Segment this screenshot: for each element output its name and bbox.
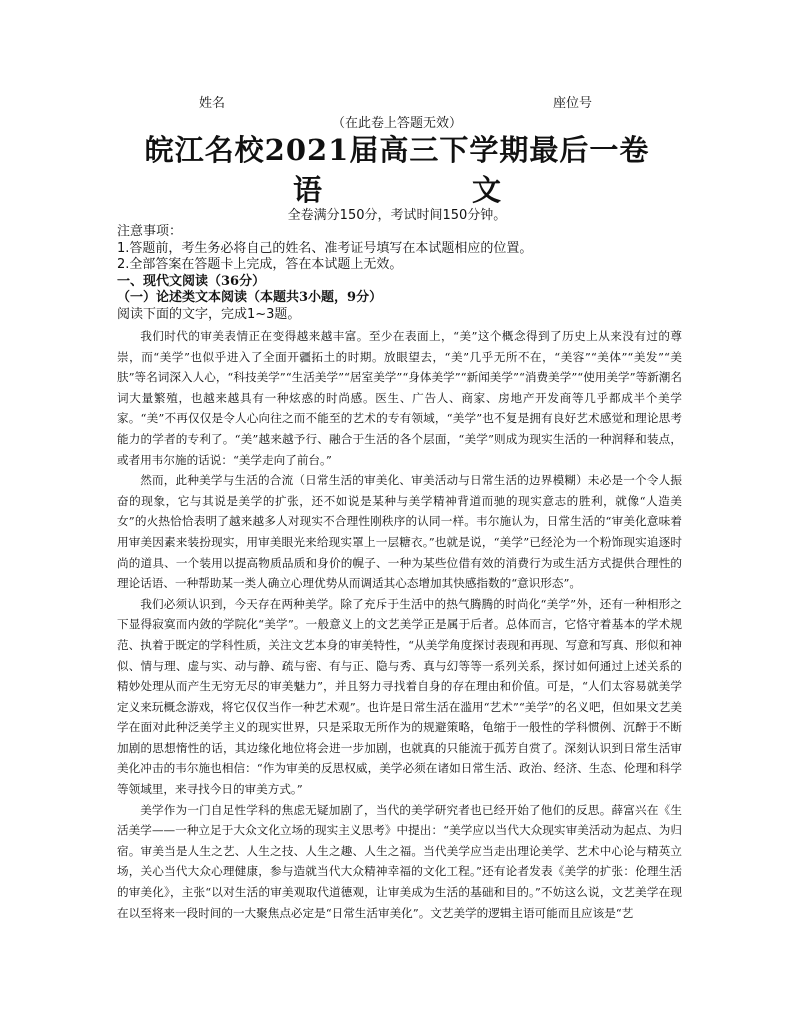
section-title: 一、现代文阅读（36分） xyxy=(117,273,266,289)
passage-paragraph-3: 我们必须认识到，今天存在两种美学。除了充斥于生活中的热气腾腾的时尚化“美学”外，还有一种相形之下显得寂寞而内敛的学院化“美学”。一般意义上的文艺美学正是属于后者。总体而言，它恪守着基本的学术规范、执着于既定的学科性质，关注文艺本身的审美特性，“从美学角度探讨表现和再现、写意和写真、形似和神似、情与理、虚与实、动与静、疏与密、有与正、隐与秀、真与幻等等一系列关系，探讨如何通过上述关系的精妙处理从而产生无穷无尽的审美魅力”，并且努力寻找着自身的存在理由和价值。可是，“人们太容易就美学定义来玩概念游戏，将它仅仅当作一种艺术观”。也许是日常生活在滥用“艺术”“美学”的名义吧，但如果文艺美学在面对此种泛美学主义的现实世界，只是采取无所作为的规避策略，龟缩于一般性的学科惯例、沉醉于不断加剧的思想惰性的话，其边缘化地位将会进一步加剧，也就真的只能流于孤芳自赏了。深刻认识到日常生活审美化冲击的韦尔施也相信：“作为审美的反思权威，美学必须在诸如日常生活、政治、经济、生态、伦理和科学等领域里，来寻找今日的审美方式。” xyxy=(117,596,682,797)
reading-instruction: 阅读下面的文字，完成1~3题。 xyxy=(117,306,301,322)
seat-label: 座位号 xyxy=(553,96,593,111)
reading-passage xyxy=(117,326,682,923)
passage-paragraph-4: 美学作为一门自足性学科的焦虑无疑加剧了，当代的美学研究者也已经开始了他们的反思。薛富兴在《生活美学——一种立足于大众文化立场的现实主义思考》中提出：“美学应以当代大众现实审美活动为起点、为归宿。审美当是人生之艺、人生之技、人生之趣、人生之福。当代美学应当走出理论美学、艺术中心论与精英立场，关心当代大众心理健康，参与造就当代大众精神幸福的文化工程。”还有论者发表《美学的扩张：伦理生活的审美化》，主张“以对生活的审美观取代道德观，让审美成为生活的基础和目的。”不妨这么说，文艺美学在现在以至将来一段时间的一大聚焦点必定是“日常生活审美化”。文艺美学的逻辑主语可能而且应该是“艺 xyxy=(117,802,682,920)
no-answer-notice: （在此卷上答题无效） xyxy=(331,116,462,131)
notes-heading: 注意事项： xyxy=(117,224,183,239)
instructions-block xyxy=(117,224,697,323)
notes-item-1: 1.答题前，考生务必将自己的姓名、准考证号填写在本试题相应的位置。 xyxy=(117,240,533,256)
notes-item-2: 2.全部答案在答题卡上完成，答在本试题上无效。 xyxy=(117,257,403,272)
subject-title xyxy=(0,168,794,209)
subject-char-1: 语 xyxy=(292,173,322,207)
subject-char-2: 文 xyxy=(472,173,502,207)
name-label: 姓名 xyxy=(199,96,226,111)
exam-title: 皖江名校2021届高三下学期最后一卷 xyxy=(144,133,650,167)
passage-paragraph-2: 然而，此种美学与生活的合流（日常生活的审美化、审美活动与日常生活的边界模糊）未必是一个令人振奋的现象，它与其说是美学的扩张，还不如说是某种与美学精神背道而驰的现实意志的胜利，就像“人造美女”的火热恰恰表明了越来越多人对现实不合理性刚秩序的认同一样。韦尔施认为，日常生活的“审美化意味着用审美因素来装扮现实，用审美眼光来给现实罩上一层糖衣。”也就是说，“美学”已经沦为一个粉饰现实追逐时尚的道具、一个装用以提高物质品质和身价的幌子、一种为某些位借有效的消费行为或生活方式提供合理性的理论话语、一种帮助某一类人确立心理优势从而调适其心态增加其快感指数的“意识形态”。 xyxy=(117,473,682,591)
score-time-line: 全卷满分150分，考试时间150分钟。 xyxy=(287,208,507,223)
subsection-title: （一）论述类文本阅读（本题共3小题，9分） xyxy=(117,290,383,305)
passage-paragraph-1: 我们时代的审美表情正在变得越来越丰富。至少在表面上，“美”这个概念得到了历史上从来没有过的尊崇，而“美学”也似乎进入了全面开疆拓土的时期。放眼望去，“美”几乎无所不在，“美容”“美体”“美发”“美肤”等名词深入人心，“科技美学”“生活美学”“居室美学”“身体美学”“新闻美学”“消费美学”“使用美学”等新潮名词大量繁殖，也越来越具有一种炫惑的时尚感。医生、广告人、商家、房地产开发商等几乎都成半个美学家。“美”不再仅仅是令人心向往之而不能至的艺术的专有领域，“美学”也不复是拥有良好艺术感觉和理论思考能力的学者的专利了。“美”越来越予行、融合于生活的各个层面，“美学”则成为现实生活的一种润释和装点，或者用韦尔施的话说：“美学走向了前台。” xyxy=(117,329,682,467)
